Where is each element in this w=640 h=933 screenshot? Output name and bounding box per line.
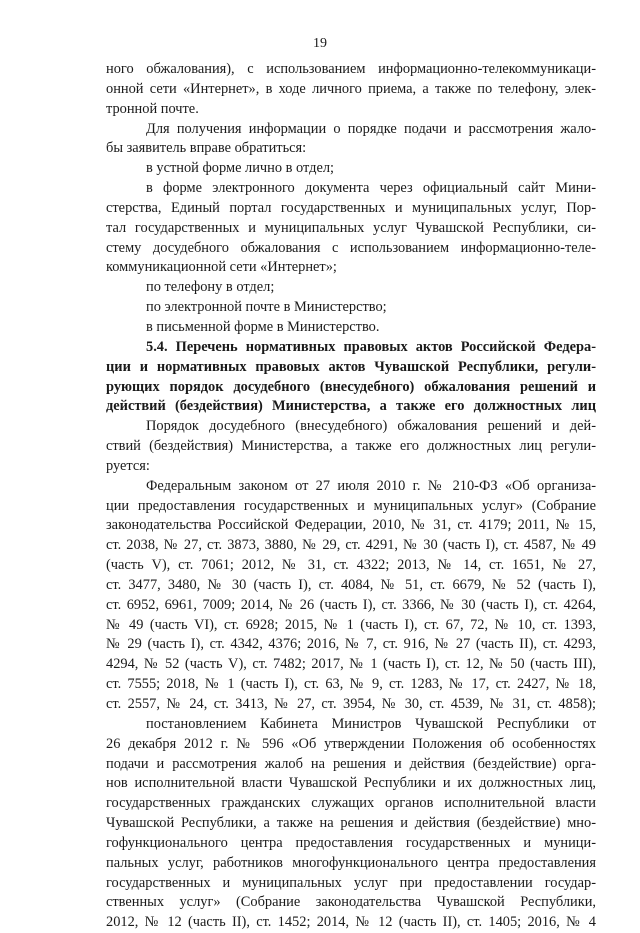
text-line: (часть V), ст. 7061; 2012, № 31, ст. 4322; 2013, № 14, ст. 1651, № 27, <box>106 557 596 574</box>
text-line: по электронной почте в Министерство; <box>146 299 387 316</box>
text-line: ции предоставления государственных и муниципальных услуг» (Собрание <box>106 497 596 514</box>
text-line: в устной форме лично в отдел; <box>146 160 335 177</box>
text-line: тал государственных и муниципальных услуг Чувашской Республики, си- <box>106 219 596 236</box>
text-line: стему досудебного обжалования с использованием информационно-теле- <box>106 239 596 256</box>
text-line: ствий (бездействия) Министерства, а также его должностных лиц регули- <box>106 438 596 455</box>
text-line: Порядок досудебного (внесудебного) обжалования решений и дей- <box>146 418 596 435</box>
text-line: 26 декабря 2012 г. № 596 «Об утверждении Положения об особенностях <box>106 735 596 752</box>
text-line: ст. 3477, 3480, № 30 (часть I), ст. 4084, № 51, ст. 6679, № 52 (часть I), <box>106 576 596 593</box>
text-line: 2012, № 12 (часть II), ст. 1452; 2014, № 12 (часть II), ст. 1405; 2016, № 4 <box>106 914 596 931</box>
section-heading-line: действий (бездействия) Министерства, а также его должностных лиц <box>106 398 596 415</box>
text-line: тронной почте. <box>106 100 199 117</box>
text-line: Для получения информации о порядке подачи и рассмотрения жало- <box>146 120 596 137</box>
section-heading-line: 5.4. Перечень нормативных правовых актов Российской Федера- <box>146 338 596 355</box>
text-line: ст. 2557, № 24, ст. 3413, № 27, ст. 3954, № 30, ст. 4539, № 31, ст. 4858); <box>106 696 596 712</box>
text-line: бы заявитель вправе обратиться: <box>106 140 307 157</box>
section-heading-line: ции и нормативных правовых актов Чувашской Республики, регули- <box>106 358 596 375</box>
text-line: 4294, № 52 (часть V), ст. 7482; 2017, № 1 (часть I), ст. 12, № 50 (часть III), <box>106 656 596 673</box>
text-line: ст. 6952, 6961, 7009; 2014, № 26 (часть I), ст. 3366, № 30 (часть I), ст. 4264, <box>106 596 596 613</box>
text-line: № 49 (часть VI), ст. 6928; 2015, № 1 (часть I), ст. 67, 72, № 10, ст. 1393, <box>106 616 596 633</box>
text-line: ного обжалования), с использованием информационно-телекоммуникаци- <box>106 61 596 77</box>
text-line: руется: <box>106 457 150 474</box>
text-line: законодательства Российской Федерации, 2010, № 31, ст. 4179; 2011, № 15, <box>106 517 596 534</box>
text-line: ственных услуг» (Собрание законодательства Чувашской Республики, <box>106 894 596 911</box>
text-line: в форме электронного документа через официальный сайт Мини- <box>146 180 596 197</box>
text-line: пальных услуг, работников многофункционального центра предоставления <box>106 854 596 871</box>
text-line: государственных и муниципальных услуг при предоставлении государ- <box>106 874 596 891</box>
text-line: Чувашской Республики, а также на решения и действия (бездействие) мно- <box>106 815 596 832</box>
text-line: в письменной форме в Министерство. <box>146 318 380 335</box>
text-line: по телефону в отдел; <box>146 279 275 296</box>
text-line: подачи и рассмотрения жалоб на решения и действия (бездействие) орга- <box>106 755 596 772</box>
body-text <box>106 60 596 933</box>
text-line: ст. 7555; 2018, № 1 (часть I), ст. 63, № 9, ст. 1283, № 17, ст. 2427, № 18, <box>106 676 596 693</box>
text-line: коммуникационной сети «Интернет»; <box>106 259 337 276</box>
text-line: Федеральным законом от 27 июля 2010 г. № 210-ФЗ «Об организа- <box>146 477 596 494</box>
text-line: государственных гражданских служащих органов исполнительной власти <box>106 795 596 812</box>
text-line: стерства, Единый портал государственных и муниципальных услуг, Пор- <box>106 199 596 216</box>
text-line: ст. 2038, № 27, ст. 3873, 3880, № 29, ст. 4291, № 30 (часть I), ст. 4587, № 49 <box>106 537 596 554</box>
page-number: 19 <box>313 36 327 51</box>
text-line: постановлением Кабинета Министров Чувашской Республики от <box>146 715 596 732</box>
section-heading-line: рующих порядок досудебного (внесудебного) обжалования решений и <box>106 378 596 395</box>
text-line: № 29 (часть I), ст. 4342, 4376; 2016, № 7, ст. 916, № 27 (часть II), ст. 4293, <box>106 636 596 653</box>
text-line: нов исполнительной власти Чувашской Республики и их должностных лиц, <box>106 775 596 792</box>
text-line: онной сети «Интернет», в ходе личного приема, а также по телефону, элек- <box>106 80 596 97</box>
text-line: гофункционального центра предоставления государственных и муници- <box>106 834 596 851</box>
